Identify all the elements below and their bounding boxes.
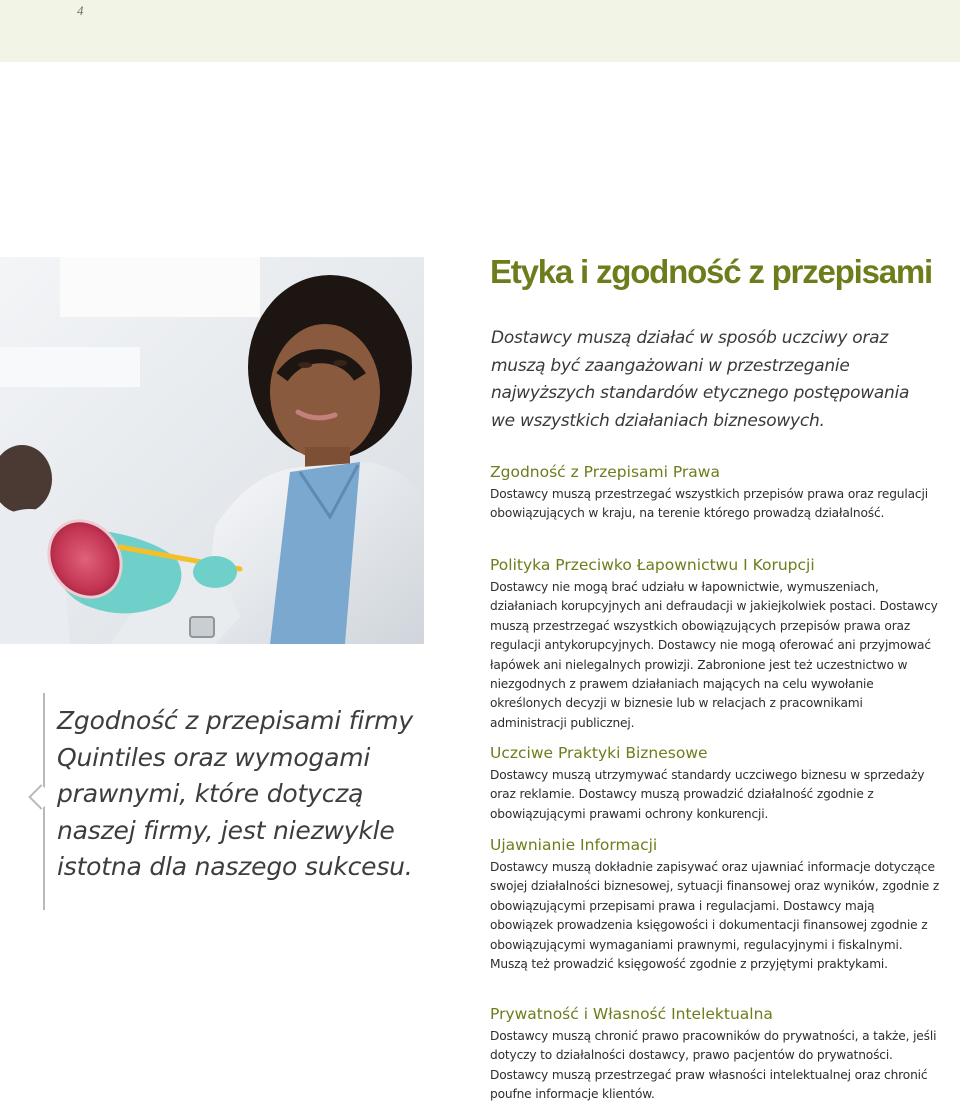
page-title: Etyka i zgodność z przepisami: [490, 253, 932, 290]
section-legal-compliance: [490, 463, 940, 524]
section-body: Dostawcy muszą dokładnie zapisywać oraz ujawniać informacje dotyczące swojej działalności biznesowej, sytuacji finansowej oraz wyników, zgodnie z obowiązującymi przepisami prawa i regulacjami. Dostawcy mają obowiązek prowadzenia księgowości i dokumentacji finansowej zgodnie z obowiązującymi wymaganiami prawnymi, regulacyjnymi i fiskalnymi. Muszą też prowadzić księgowość zgodnie z przyjętymi praktykami.: [490, 860, 940, 972]
quote-notch: [28, 784, 53, 809]
section-heading: Ujawnianie Informacji: [490, 836, 658, 854]
section-disclosure: [490, 836, 940, 974]
page-number: 4: [77, 3, 84, 18]
section-fair-business: [490, 744, 940, 824]
section-heading: Polityka Przeciwko Łapownictwu I Korupcji: [490, 556, 815, 574]
section-heading: Prywatność i Własność Intelektualna: [490, 1005, 773, 1023]
section-heading: Zgodność z Przepisami Prawa: [490, 463, 720, 481]
section-privacy-ip: [490, 1005, 940, 1103]
intro-text: Dostawcy muszą działać w sposób uczciwy oraz muszą być zaangażowani w przestrzeganie najwyższych standardów etycznego postępowania we wszystkich działaniach biznesowych.: [491, 328, 910, 431]
header-band: [0, 0, 960, 62]
section-body: Dostawcy muszą przestrzegać wszystkich przepisów prawa oraz regulacji obowiązujących w kraju, na terenie którego prowadzą działalność.: [490, 487, 928, 521]
section-body: Dostawcy nie mogą brać udziału w łapownictwie, wymuszeniach, działaniach korupcyjnych ani defraudacji w jakiejkolwiek postaci. Dostawcy muszą przestrzegać wszystkich obowiązujących przepisów prawa oraz regulacji antykorupcyjnych. Dostawcy nie mogą oferować ani przyjmować łapówek ani nielegalnych prowizji. Zabronione jest też uczestnictwo w niezgodnych z prawem działaniach mających na celu wywołanie określonych decyzji w biznesie lub w relacjach z pracownikami administracji publicznej.: [490, 580, 938, 730]
section-anti-corruption: [490, 556, 940, 733]
pull-quote: Zgodność z przepisami firmy Quintiles oraz wymogami prawnymi, które dotyczą naszej firmy, jest niezwykle istotna dla naszego sukcesu.: [57, 706, 413, 881]
section-body: Dostawcy muszą chronić prawo pracowników do prywatności, a także, jeśli dotyczy to działalności dostawcy, prawo pacjentów do prywatności. Dostawcy muszą przestrzegać praw własności intelektualnej oraz chronić poufne informacje klientów.: [490, 1029, 937, 1102]
section-heading: Uczciwe Praktyki Biznesowe: [490, 744, 708, 762]
lab-scientist-photo: [0, 257, 424, 644]
section-body: Dostawcy muszą utrzymywać standardy uczciwego biznesu w sprzedaży oraz reklamie. Dostawcy muszą prowadzić działalność zgodnie z obowiązującymi prawami ochrony konkurencji.: [490, 768, 925, 821]
